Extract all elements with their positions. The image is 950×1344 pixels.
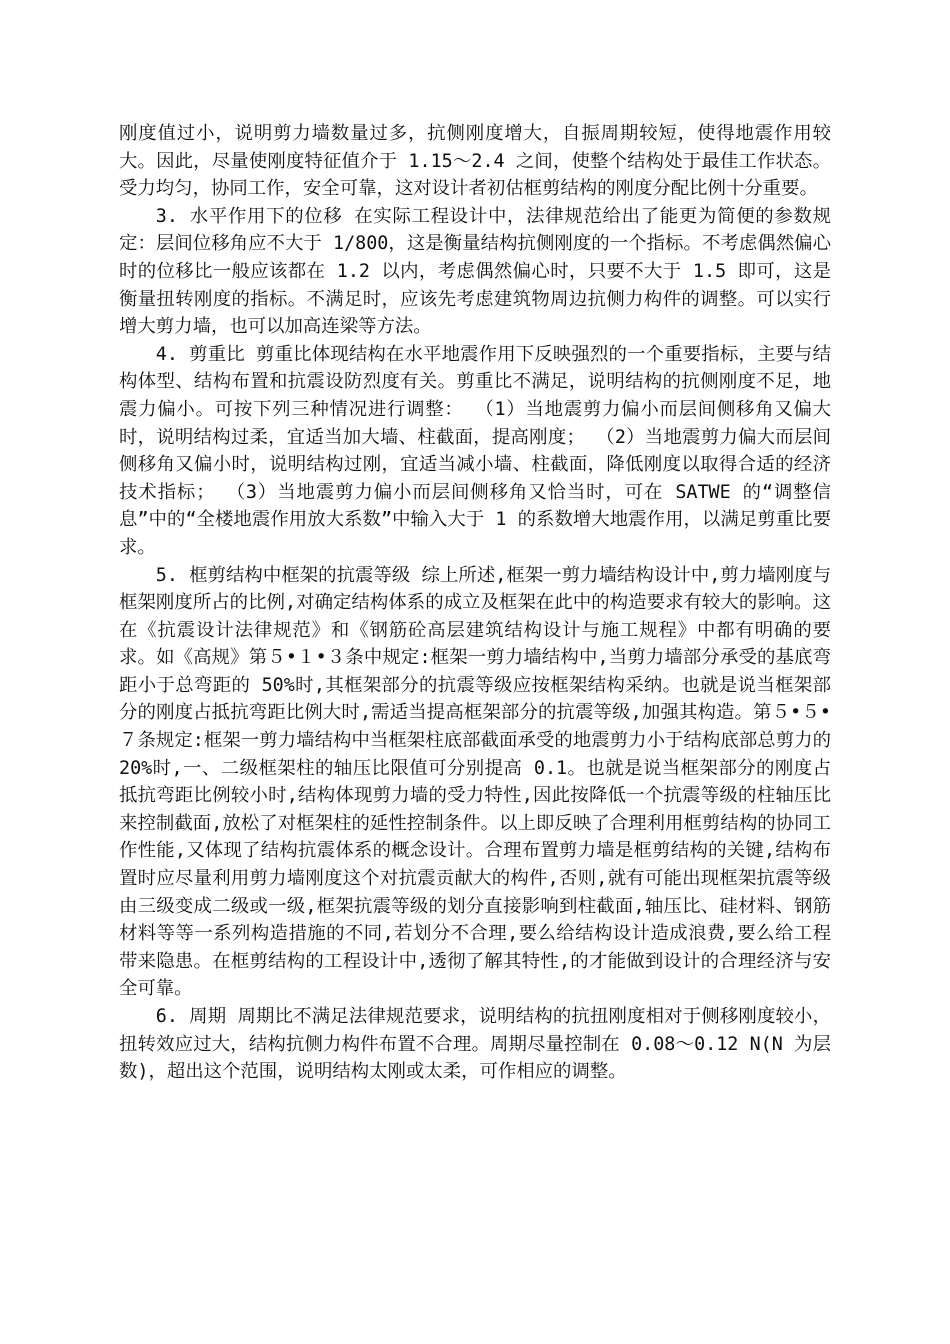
paragraph-stiffness-continuation: 刚度值过小，说明剪力墙数量过多，抗侧刚度增大，自振周期较短，使得地震作用较大。因此，尽量使刚度特征值介于 1.15～2.4 之间，使整个结构处于最佳工作状态。受力均匀，协同工作，安全可靠，这对设计者初估框剪结构的刚度分配比例十分重要。: [119, 123, 831, 200]
paragraph-shear-weight-ratio: 4. 剪重比 剪重比体现结构在水平地震作用下反映强烈的一个重要指标，主要与结构体型、结构布置和抗震设防烈度有关。剪重比不满足，说明结构的抗侧刚度不足，地震力偏小。可按下列三种情况进行调整： （1）当地震剪力偏小而层间侧移角又偏大时，说明结构过柔，宜适当加大墙、柱截面，提高刚度； （2）当地震剪力偏大而层间侧移角又偏小时，说明结构过刚，宜适当减小墙、柱截面，降低刚度以取得合适的经济技术指标； （3）当地震剪力偏小而层间侧移角又恰当时，可在 SATWE 的“调整信息”中的“全楼地震作用放大系数”中输入大于 1 的系数增大地震作用，以满足剪重比要求。: [119, 343, 831, 558]
paragraph-displacement: 3. 水平作用下的位移 在实际工程设计中，法律规范给出了能更为简便的参数规定：层间位移角应不大于 1/800，这是衡量结构抗侧刚度的一个指标。不考虑偶然偏心时的位移比一般应该都在 1.2 以内，考虑偶然偏心时，只要不大于 1.5 即可，这是衡量扭转刚度的指标。不满足时，应该先考虑建筑物周边抗侧力构件的调整。可以实行增大剪力墙，也可以加高连梁等方法。: [119, 205, 831, 338]
document-page: [119, 120, 831, 1086]
paragraph-period: 6. 周期 周期比不满足法律规范要求，说明结构的抗扭刚度相对于侧移刚度较小，扭转效应过大，结构抗侧力构件布置不合理。周期尽量控制在 0.08～0.12 N(N 为层数)，超出这个范围，说明结构太刚或太柔，可作相应的调整。: [119, 1006, 831, 1083]
paragraph-frame-seismic-grade: 5. 框剪结构中框架的抗震等级 综上所述,框架一剪力墙结构设计中,剪力墙刚度与框架刚度所占的比例,对确定结构体系的成立及框架在此中的构造要求有较大的影响。这在《抗震设计法律规范》和《钢筋砼高层建筑结构设计与施工规程》中都有明确的要求。如《高规》第５•１•３条中规定:框架一剪力墙结构中,当剪力墙部分承受的基底弯距小于总弯距的 50%时,其框架部分的抗震等级应按框架结构采纳。也就是说当框架部分的刚度占抵抗弯距比例大时,需适当提高框架部分的抗震等级,加强其构造。第５•５•７条规定:框架一剪力墙结构中当框架柱底部截面承受的地震剪力小于结构底部总剪力的 20%时,一、二级框架柱的轴压比限值可分别提高 0.1。也就是说当框架部分的刚度占抵抗弯距比例较小时,结构体现剪力墙的受力特性,因此按降低一个抗震等级的柱轴压比来控制截面,放松了对框架柱的延性控制条件。以上即反映了合理利用框剪结构的协同工作性能,又体现了结构抗震体系的概念设计。合理布置剪力墙是框剪结构的关键,结构布置时应尽量利用剪力墙刚度这个对抗震贡献大的构件,否则,就有可能出现框架抗震等级由三级变成二级或一级,框架抗震等级的划分直接影响到柱截面,轴压比、硅材料、钢筋材料等等一系列构造措施的不同,若划分不合理,要么给结构设计造成浪费,要么给工程带来隐患。在框剪结构的工程设计中,透彻了解其特性,的才能做到设计的合理经济与安全可靠。: [119, 564, 831, 1000]
